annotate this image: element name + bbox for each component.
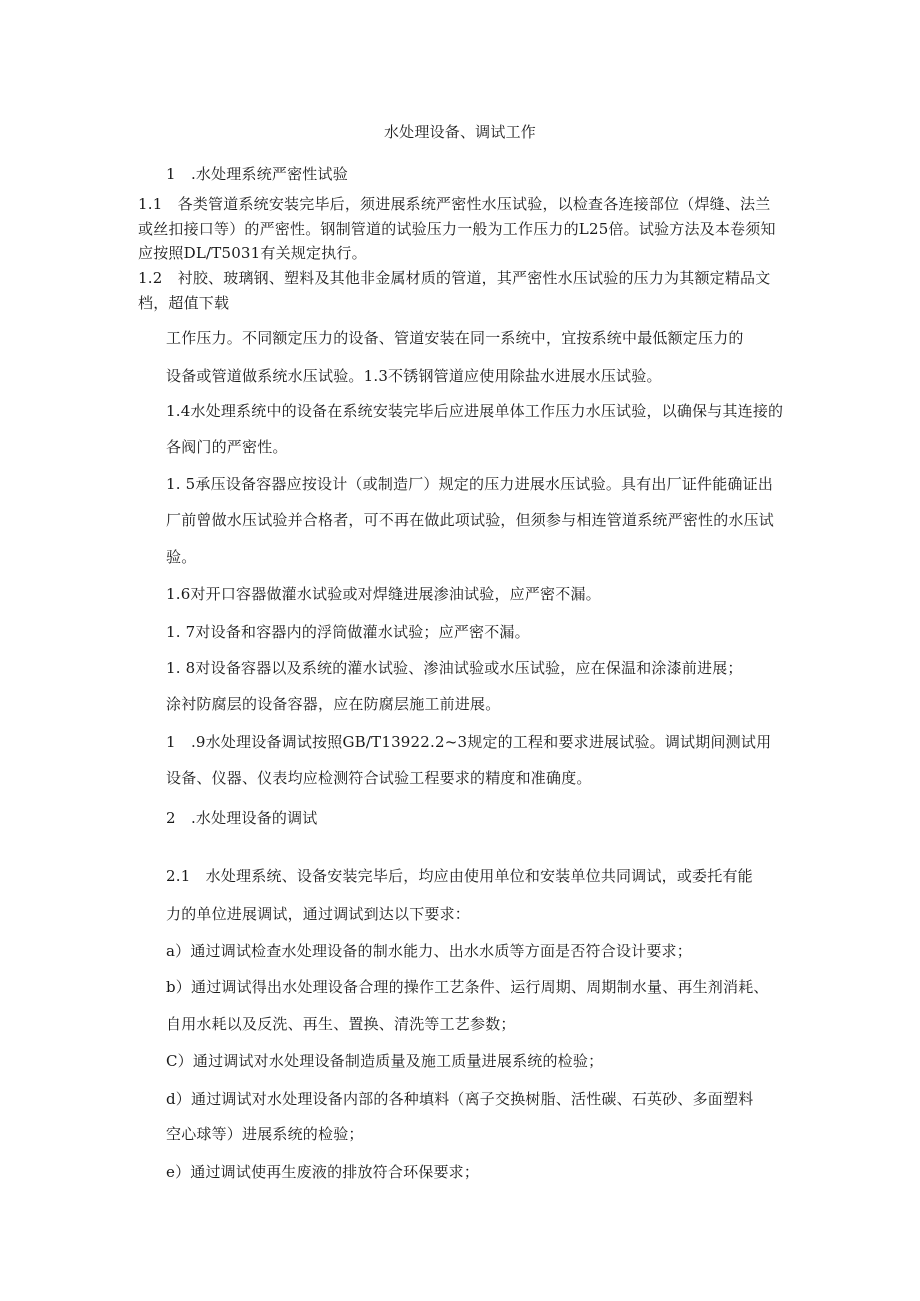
list-item: C）通过调试对水处理设备制造质量及施工质量进展系统的检验； <box>166 1052 604 1070</box>
paragraph-line: 涂衬防腐层的设备容器，应在防腐层施工前进展。 <box>166 695 501 713</box>
paragraph-line: 工作压力。不同额定压力的设备、管道安装在同一系统中，宜按系统中最低额定压力的 <box>166 329 744 347</box>
section-heading: 2 .水处理设备的调试 <box>166 809 318 827</box>
list-item: d）通过调试对水处理设备内部的各种填料（离子交换树脂、活性碳、石英砂、多面塑料 <box>166 1090 754 1108</box>
list-item-continuation: 空心球等）进展系统的检验； <box>166 1125 364 1143</box>
paragraph-line: 1. 5承压设备容器应按设计（或制造厂）规定的压力进展水压试验。具有出厂证件能确证出 <box>166 475 774 493</box>
paragraph-line: 各阀门的严密性。 <box>166 438 288 456</box>
paragraph-line: 设备、仪器、仪表均应检测符合试验工程要求的精度和准确度。 <box>166 769 592 787</box>
paragraph-line: 力的单位进展调试，通过调试到达以下要求： <box>166 905 471 923</box>
paragraph-line: 1 .9水处理设备调试按照GB/T13922.2~3规定的工程和要求进展试验。调试期间测试用 <box>166 733 772 751</box>
paragraph-line: 1.4水处理系统中的设备在系统安装完毕后应进展单体工作压力水压试验，以确保与其连接的 <box>166 402 784 420</box>
paragraph-line: 2.1 水处理系统、设备安装完毕后，均应由使用单位和安装单位共同调试，或委托有能 <box>166 867 753 885</box>
paragraph-line: 或丝扣接口等）的严密性。钢制管道的试验压力一般为工作压力的L25倍。试验方法及本卷须知 <box>138 220 776 238</box>
paragraph-line: 1.2 衬胶、玻璃钢、塑料及其他非金属材质的管道，其严密性水压试验的压力为其额定精品文 <box>138 269 771 287</box>
paragraph-line: 1. 7对设备和容器内的浮筒做灌水试验；应严密不漏。 <box>166 623 530 641</box>
paragraph-line: 设备或管道做系统水压试验。1.3不锈钢管道应使用除盐水进展水压试验。 <box>166 367 662 385</box>
paragraph-line: 厂前曾做水压试验并合格者，可不再在做此项试验，但须参与相连管道系统严密性的水压试 <box>166 511 775 529</box>
paragraph-line: 1.6对开口容器做灌水试验或对焊缝进展渗油试验，应严密不漏。 <box>166 585 601 603</box>
section-heading: 1 .水处理系统严密性试验 <box>166 165 348 183</box>
list-item: a）通过调试检查水处理设备的制水能力、出水水质等方面是否符合设计要求； <box>166 942 692 960</box>
list-item-continuation: 自用水耗以及反洗、再生、置换、清洗等工艺参数； <box>166 1015 516 1033</box>
list-item: e）通过调试使再生废液的排放符合环保要求； <box>166 1163 480 1181</box>
paragraph-line: 验。 <box>166 548 197 566</box>
paragraph-line: 档，超值下载 <box>138 294 230 312</box>
paragraph-line: 1. 8对设备容器以及系统的灌水试验、渗油试验或水压试验，应在保温和涂漆前进展； <box>166 659 743 677</box>
paragraph-line: 应按照DL/T5031有关规定执行。 <box>138 244 367 262</box>
list-item: b）通过调试得出水处理设备合理的操作工艺条件、运行周期、周期制水量、再生剂消耗、 <box>166 978 769 996</box>
paragraph-line: 1.1 各类管道系统安装完毕后，须进展系统严密性水压试验，以检查各连接部位（焊缝、法兰 <box>138 195 771 213</box>
page-title: 水处理设备、调试工作 <box>383 123 536 141</box>
